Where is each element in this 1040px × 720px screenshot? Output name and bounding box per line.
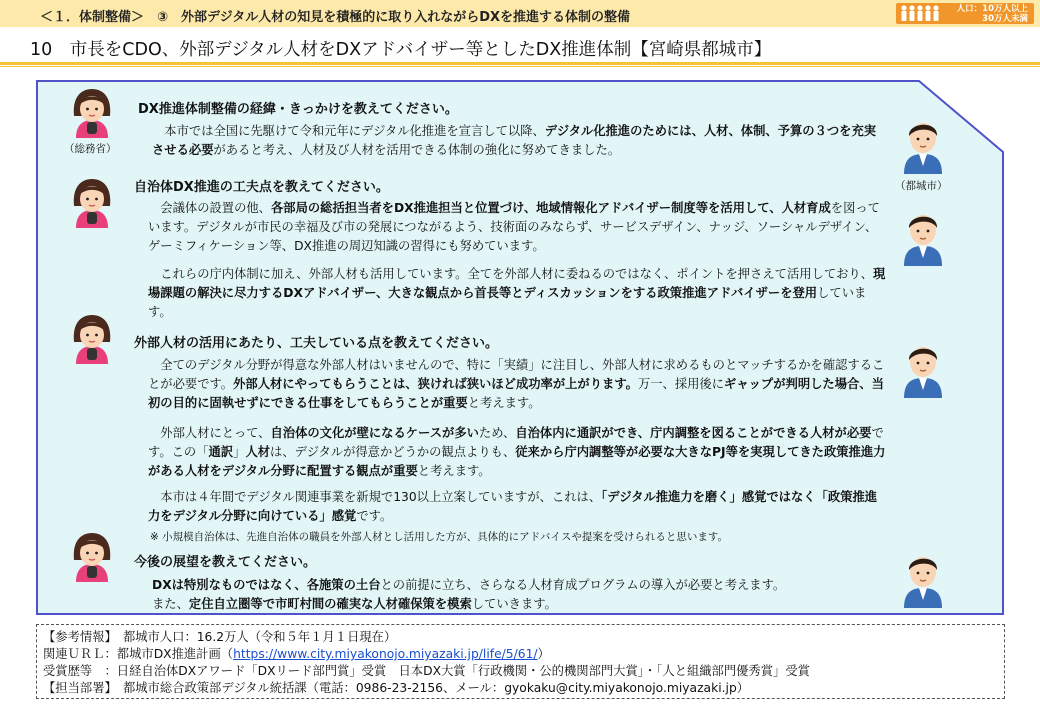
- answer-text: と考えます。: [467, 396, 541, 410]
- emphasized-text: 定住自立圏等で市町村間の確実な人材確保策を模索: [188, 597, 472, 611]
- url-label: 関連ＵＲＬ：: [43, 647, 117, 661]
- answer-paragraph: [152, 576, 887, 595]
- emphasized-text: 通訳: [208, 445, 234, 459]
- question-1: DX推進体制整備の経緯・きっかけを教えてください。: [138, 102, 458, 117]
- question-2: 自治体DX推進の工夫点を教えてください。: [134, 180, 389, 195]
- answer-paragraph: [152, 122, 887, 160]
- emphasized-text: 自治体内に通訳ができ、庁内調整を図ることができる人材が必要: [515, 426, 872, 440]
- answer-text: です。: [356, 509, 393, 523]
- emphasized-text: 各部局の総括担当者をDX推進担当と位置づけ、地域情報化アドバイザー制度等を活用して、人材育成: [270, 201, 831, 215]
- footnote: ※ 小規模自治体は、先進自治体の職員を外部人材とし活用した方が、具体的にアドバイスや提案を受けられると思います。: [150, 531, 728, 543]
- city-official-avatar-icon: [900, 340, 946, 398]
- breadcrumb: ＜１．体制整備＞ ③ 外部デジタル人材の知見を積極的に取り入れながらDXを推進する体制の整備: [40, 10, 631, 25]
- emphasized-text: 現場課題の解決に尽力するDXアドバイザー、大きな観点から首長等とディスカッションをする政策推進アドバイザーを登用: [148, 267, 886, 300]
- answer-text: また、: [152, 597, 189, 611]
- page-title: 10 市長をCDO、外部デジタル人材をDXアドバイザー等としたDX推進体制【宮崎県都城市】: [30, 40, 772, 60]
- city-official-avatar-icon: [900, 116, 946, 174]
- answer-text: があると考え、人材及び人材を活用できる体制の強化に努めてきました。: [213, 143, 621, 157]
- city-official-avatar-icon: [900, 208, 946, 266]
- reference-label: 【参考情報】: [43, 630, 111, 644]
- answer-text: 本市は４年間でデジタル関連事業を新規で130以上立案していますが、これは、: [148, 490, 602, 504]
- people-icon: [900, 5, 950, 22]
- department-row: [43, 678, 749, 696]
- answer-paragraph: [152, 595, 887, 614]
- question-3: 外部人材の活用にあたり、工夫している点を教えてください。: [134, 336, 499, 351]
- title-rule-thin: [0, 66, 1040, 67]
- award-row: [43, 661, 810, 679]
- url-suffix: ）: [537, 647, 550, 661]
- award-value: 日経自治体DXアワード「DXリード部門賞」受賞 日本DX大賞「行政機関・公的機関部門大賞」・「人と組織部門優秀賞」受賞: [116, 664, 810, 678]
- population-range: 人口：10万人以上 30万人未満: [956, 4, 1028, 24]
- emphasized-text: 人材: [245, 445, 271, 459]
- answer-text: これらの庁内体制に加え、外部人材も活用しています。全てを外部人材に委ねるのではなく、ポイントを押さえて活用しており、: [148, 267, 874, 281]
- header-bar: [0, 0, 1040, 27]
- answer-text: との前提に立ち、さらなる人材育成プログラムの導入が必要と考えます。: [380, 578, 786, 592]
- answer-paragraph: [148, 356, 888, 413]
- answer-text: と考えます。: [417, 464, 491, 478]
- answer-text: 万一、採用後に: [637, 377, 725, 391]
- emphasized-text: 自治体の文化が壁になるケースが多い: [270, 426, 479, 440]
- answer-text: していきます。: [471, 597, 557, 611]
- emphasized-text: 従来から庁内調整等が必要な大きなPJ等を実現してきた政策推進力がある人材をデジタル分野に配置する観点が重要: [148, 445, 886, 478]
- answer-text: しています。: [148, 286, 867, 319]
- question-4: 今後の展望を教えてください。: [134, 555, 317, 570]
- answer-text: 外部人材にとって、: [148, 426, 271, 440]
- emphasized-text: デジタル化推進のためには、人材、体制、予算の３つを充実させる必要: [152, 124, 877, 157]
- emphasized-text: 外部人材にやってもらうことは、狭ければ狭いほど成功率が上がります。: [233, 377, 638, 391]
- reference-info-box: [36, 624, 1005, 699]
- department-value: 都城市総合政策部デジタル統括課（電話：0986-23-2156、メール：gyokaku@city.miyakonojo.miyazaki.jp）: [122, 681, 750, 695]
- interviewer-avatar-icon: [68, 176, 116, 228]
- answer-text: を図っています。デジタルが市民の幸福及び市の発展につながるよう、技術面のみならず、サービスデザイン、ナッジ、ソーシャルデザイン、ゲーミフィケーション等、DX推進の周辺知識の習得にも努めています。: [148, 201, 880, 253]
- answer-text: 本市では全国に先駆けて令和元年にデジタル化推進を宣言して以降、: [152, 124, 545, 138]
- answer-text: 会議体の設置の他、: [148, 201, 271, 215]
- department-label: 【担当部署】: [43, 681, 111, 695]
- city-official-avatar-icon: [900, 550, 946, 608]
- interviewer-avatar-icon: [68, 86, 116, 138]
- interviewer-avatar-icon: [68, 312, 116, 364]
- answer-text: 全てのデジタル分野が得意な外部人材はいませんので、特に「実績」に注目し、外部人材に求めるものとマッチするかを確認することが必要です。: [148, 358, 885, 391]
- population-badge: [896, 3, 1034, 24]
- answer-text: ため、: [478, 426, 516, 440]
- title-rule: [0, 62, 1040, 65]
- population-value: 都城市人口：16.2万人（令和５年１月１日現在）: [122, 630, 397, 644]
- url-row: [43, 644, 550, 662]
- answer-paragraph: [148, 488, 888, 526]
- url-prefix: 都城市DX推進計画（: [116, 647, 234, 661]
- award-label: 受賞歴等 ：: [43, 664, 117, 678]
- interviewer-label: （総務省）: [64, 143, 117, 155]
- interviewer-avatar-icon: [68, 530, 116, 582]
- answer-text: です。この「: [148, 426, 884, 459]
- dx-plan-link[interactable]: https://www.city.miyakonojo.miyazaki.jp/life/5/61/: [233, 647, 538, 661]
- reference-row: [43, 627, 396, 645]
- answer-text: 」: [233, 445, 246, 459]
- answer-text: は、デジタルが得意かどうかの観点よりも、: [270, 445, 516, 459]
- city-official-label: （都城市）: [895, 180, 948, 192]
- answer-paragraph: [148, 424, 888, 481]
- emphasized-text: 「デジタル推進力を磨く」感覚ではなく「政策推進力をデジタル分野に向けている」感覚: [148, 490, 878, 523]
- answer-paragraph: [148, 199, 888, 256]
- emphasized-text: ギャップが判明した場合、当初の目的に固執せずにできる仕事をしてもらうことが重要: [148, 377, 884, 410]
- answer-paragraph: [148, 265, 888, 322]
- emphasized-text: DXは特別なものではなく、各施策の土台: [152, 578, 381, 592]
